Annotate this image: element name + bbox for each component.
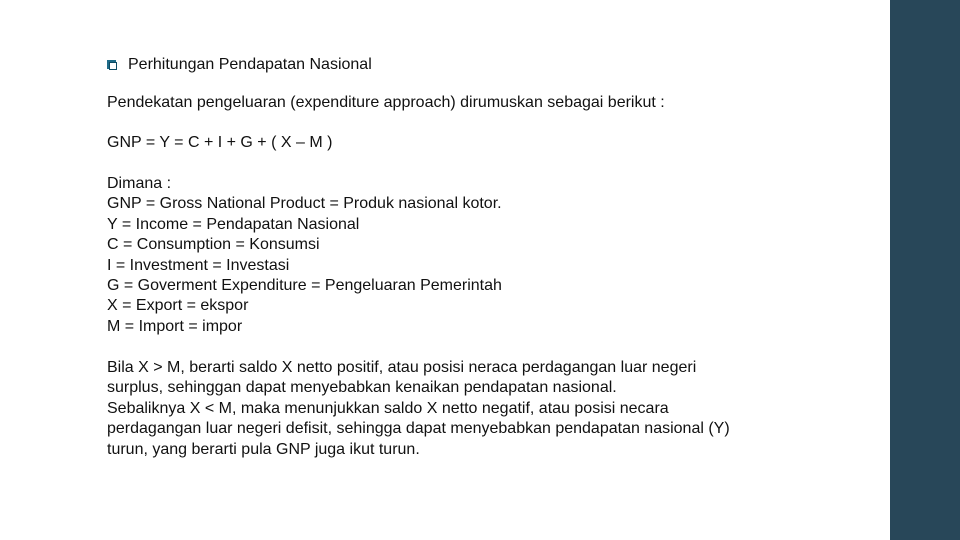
gnp-formula: GNP = Y = C + I + G + ( X – M ) bbox=[107, 134, 333, 151]
definition-gnp: GNP = Gross National Product = Produk nasional kotor. bbox=[107, 195, 502, 213]
definition-export: X = Export = ekspor bbox=[107, 297, 249, 315]
definition-income: Y = Income = Pendapatan Nasional bbox=[107, 215, 360, 233]
slide-heading: Perhitungan Pendapatan Nasional bbox=[128, 56, 372, 73]
heading-row bbox=[107, 55, 372, 75]
definition-consumption: C = Consumption = Konsumsi bbox=[107, 236, 320, 254]
explanation-line-4: perdagangan luar negeri defisit, sehingga dapat menyebabkan pendapatan nasional (Y) bbox=[107, 420, 730, 438]
bullet-front-square bbox=[109, 62, 117, 70]
definition-import: M = Import = impor bbox=[107, 317, 243, 335]
definitions-label: Dimana : bbox=[107, 175, 172, 192]
square-bullet-icon bbox=[107, 60, 118, 71]
definitions-block bbox=[107, 174, 502, 337]
explanation-line-3: Sebaliknya X < M, maka menunjukkan saldo X netto negatif, atau posisi necara bbox=[107, 399, 669, 417]
definition-government-expenditure: G = Goverment Expenditure = Pengeluaran Pemerintah bbox=[107, 276, 502, 294]
definition-investment: I = Investment = Investasi bbox=[107, 256, 290, 274]
explanation-line-1: Bila X > M, berarti saldo X netto positif, atau posisi neraca perdagangan luar negeri bbox=[107, 359, 697, 376]
intro-text: Pendekatan pengeluaran (expenditure approach) dirumuskan sebagai berikut : bbox=[107, 94, 665, 111]
explanation-line-5: turun, yang berarti pula GNP juga ikut turun. bbox=[107, 440, 420, 458]
explanation-block bbox=[107, 358, 730, 460]
explanation-line-2: surplus, sehinggan dapat menyebabkan kenaikan pendapatan nasional. bbox=[107, 379, 617, 397]
decorative-side-panel bbox=[890, 0, 960, 540]
